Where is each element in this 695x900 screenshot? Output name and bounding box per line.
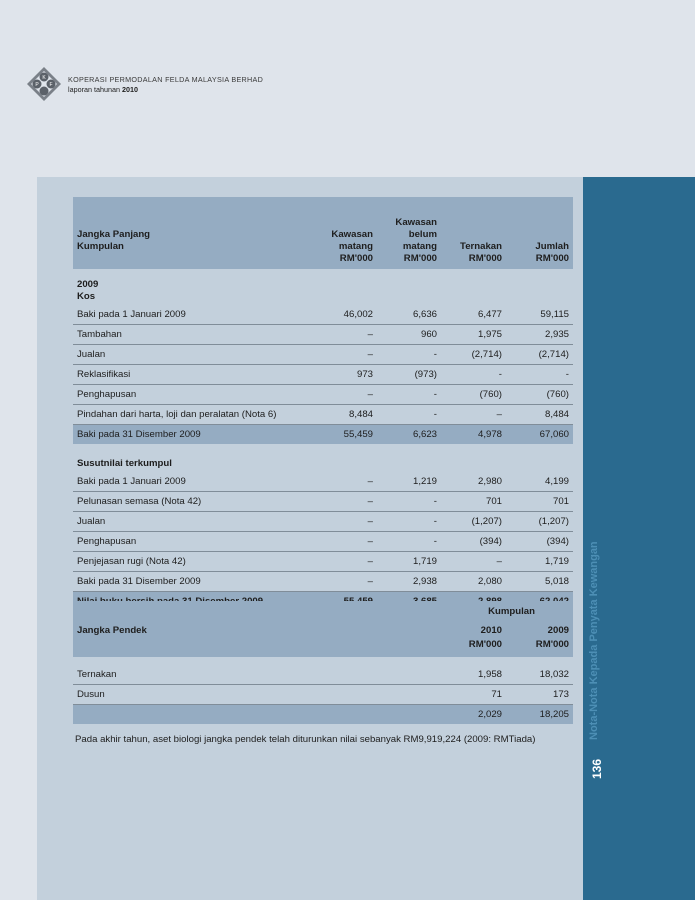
row-label: Dusun <box>73 685 441 705</box>
cell-value: – <box>317 512 377 532</box>
cell-value: - <box>377 345 441 365</box>
row-label: Penjejasan rugi (Nota 42) <box>73 552 317 572</box>
spacer-row <box>73 657 573 665</box>
col-header-line: RM'000 <box>403 253 437 264</box>
row-label: Jualan <box>73 345 317 365</box>
cell-value: – <box>317 552 377 572</box>
cell-value: 960 <box>377 325 441 345</box>
row-label: Baki pada 1 Januari 2009 <box>73 305 317 325</box>
col-header-2009-unit: RM'000 <box>506 639 573 657</box>
cell-value: - <box>506 365 573 385</box>
cell-value: - <box>377 405 441 425</box>
table-header-row <box>73 197 573 269</box>
report-year: 2010 <box>121 85 138 94</box>
cell-value: - <box>441 365 506 385</box>
table-row <box>73 365 573 385</box>
cell-value: – <box>317 385 377 405</box>
cell-value: 6,477 <box>441 305 506 325</box>
short-total-row <box>73 705 573 725</box>
table-header-row <box>73 601 573 623</box>
kpf-logo <box>26 66 62 102</box>
cell-value: 4,978 <box>441 425 506 445</box>
cell-value: 173 <box>506 685 573 705</box>
cell-value: - <box>377 512 441 532</box>
col-header-line: Kawasan <box>395 217 437 228</box>
cost-title: Kos <box>77 291 96 302</box>
spacer <box>73 657 573 665</box>
short-term-rows <box>73 665 573 705</box>
table-row <box>73 665 573 685</box>
long-term-table <box>73 197 573 611</box>
cell-value: 2,080 <box>441 572 506 592</box>
col-header-mature <box>317 197 377 269</box>
row-label: Pindahan dari harta, loji dan peralatan (Nota 6) <box>73 405 317 425</box>
cell-value: (394) <box>441 532 506 552</box>
cell-value: 1,975 <box>441 325 506 345</box>
row-label: Tambahan <box>73 325 317 345</box>
cell-value: 18,205 <box>506 705 573 725</box>
table-row <box>73 305 573 325</box>
table-row <box>73 532 573 552</box>
cell-value: (1,207) <box>441 512 506 532</box>
cell-value: 18,032 <box>506 665 573 685</box>
cell-value: 8,484 <box>317 405 377 425</box>
cell-value: (2,714) <box>506 345 573 365</box>
header-label: Jangka Pendek <box>73 601 441 657</box>
cell-value: – <box>317 472 377 492</box>
col-header-total <box>506 197 573 269</box>
row-label: Ternakan <box>73 665 441 685</box>
table-row <box>73 685 573 705</box>
cell-value: 2,938 <box>377 572 441 592</box>
cell-value: – <box>441 405 506 425</box>
row-label: Reklasifikasi <box>73 365 317 385</box>
cell-value: 2,935 <box>506 325 573 345</box>
cell-value: 55,459 <box>317 425 377 445</box>
cell-value: 1,719 <box>506 552 573 572</box>
cell-value: (973) <box>377 365 441 385</box>
col-header-line: RM'000 <box>535 253 569 264</box>
cell-value: – <box>317 325 377 345</box>
cell-value: – <box>441 552 506 572</box>
header-label-1: Jangka Panjang <box>77 229 151 240</box>
report-title <box>68 85 138 94</box>
col-header-2010-unit: RM'000 <box>441 639 506 657</box>
row-label: Baki pada 31 Disember 2009 <box>73 572 317 592</box>
section-title-row <box>73 269 573 305</box>
cell-value: 1,219 <box>377 472 441 492</box>
section-title-row <box>73 444 573 472</box>
table-row <box>73 345 573 365</box>
depreciation-title: Susutnilai terkumpul <box>77 458 172 469</box>
col-header-line: Kawasan <box>331 229 373 240</box>
col-header-immature <box>377 197 441 269</box>
row-label: Baki pada 1 Januari 2009 <box>73 472 317 492</box>
cell-value: - <box>377 385 441 405</box>
cell-value: 701 <box>441 492 506 512</box>
page-number: 136 <box>590 758 604 779</box>
svg-text:P: P <box>35 82 39 88</box>
row-label: Pelunasan semasa (Nota 42) <box>73 492 317 512</box>
col-header-line: matang <box>402 241 437 252</box>
cell-value: – <box>317 572 377 592</box>
table-row <box>73 512 573 532</box>
cell-value: 6,623 <box>377 425 441 445</box>
org-name: KOPERASI PERMODALAN FELDA MALAYSIA BERHAD <box>68 75 264 84</box>
table-row <box>73 385 573 405</box>
cell-value: (394) <box>506 532 573 552</box>
cell-value: (1,207) <box>506 512 573 532</box>
depreciation-rows <box>73 472 573 592</box>
cell-value: 1,958 <box>441 665 506 685</box>
table-row <box>73 325 573 345</box>
cell-value: 701 <box>506 492 573 512</box>
cell-value: 59,115 <box>506 305 573 325</box>
col-header-2009: 2009 <box>506 623 573 639</box>
col-header-livestock <box>441 197 506 269</box>
cost-total-row <box>73 425 573 445</box>
cell-value: - <box>377 492 441 512</box>
col-header-line: belum <box>408 229 437 240</box>
cell-value: 46,002 <box>317 305 377 325</box>
cell-value: 4,199 <box>506 472 573 492</box>
cell-value: 1,719 <box>377 552 441 572</box>
table-row <box>73 492 573 512</box>
col-header-line: Ternakan <box>460 241 502 252</box>
footnote: Pada akhir tahun, aset biologi jangka pendek telah diturunkan nilai sebanyak RM9,919,224 (2009: RMTiada) <box>75 734 536 745</box>
col-header-2010: 2010 <box>441 623 506 639</box>
year-label: 2009 <box>77 279 99 290</box>
cell-value: 973 <box>317 365 377 385</box>
cell-value: 6,636 <box>377 305 441 325</box>
sidebar-section-title: Nota-Nota Kepada Penyata Kewangan <box>588 541 600 740</box>
cell-value: – <box>317 492 377 512</box>
col-header-line: matang <box>338 241 373 252</box>
cell-value: – <box>317 532 377 552</box>
cell-value: 2,029 <box>441 705 506 725</box>
cell-value: 2,980 <box>441 472 506 492</box>
table-row <box>73 572 573 592</box>
report-prefix: laporan tahunan <box>68 85 120 94</box>
cell-value: 5,018 <box>506 572 573 592</box>
cell-value: (760) <box>506 385 573 405</box>
row-label: Jualan <box>73 512 317 532</box>
cell-value: (2,714) <box>441 345 506 365</box>
header-label-2: Kumpulan <box>77 241 124 252</box>
row-label: Penghapusan <box>73 532 317 552</box>
col-header-line: Jumlah <box>535 241 569 252</box>
col-header-line: RM'000 <box>468 253 502 264</box>
row-label: Penghapusan <box>73 385 317 405</box>
col-header-line: RM'000 <box>339 253 373 264</box>
svg-text:F: F <box>49 82 53 88</box>
row-label <box>73 705 441 725</box>
cell-value: 67,060 <box>506 425 573 445</box>
table-row <box>73 405 573 425</box>
cell-value: – <box>317 345 377 365</box>
svg-text:K: K <box>42 75 46 81</box>
cell-value: 8,484 <box>506 405 573 425</box>
section-title <box>73 269 573 305</box>
group-label: Kumpulan <box>441 601 573 623</box>
row-label: Baki pada 31 Disember 2009 <box>73 425 317 445</box>
cost-rows <box>73 305 573 425</box>
table-row <box>73 552 573 572</box>
table-row <box>73 472 573 492</box>
cell-value: 71 <box>441 685 506 705</box>
short-term-table <box>73 601 573 724</box>
cell-value: - <box>377 532 441 552</box>
cell-value: (760) <box>441 385 506 405</box>
header-label <box>73 197 317 269</box>
